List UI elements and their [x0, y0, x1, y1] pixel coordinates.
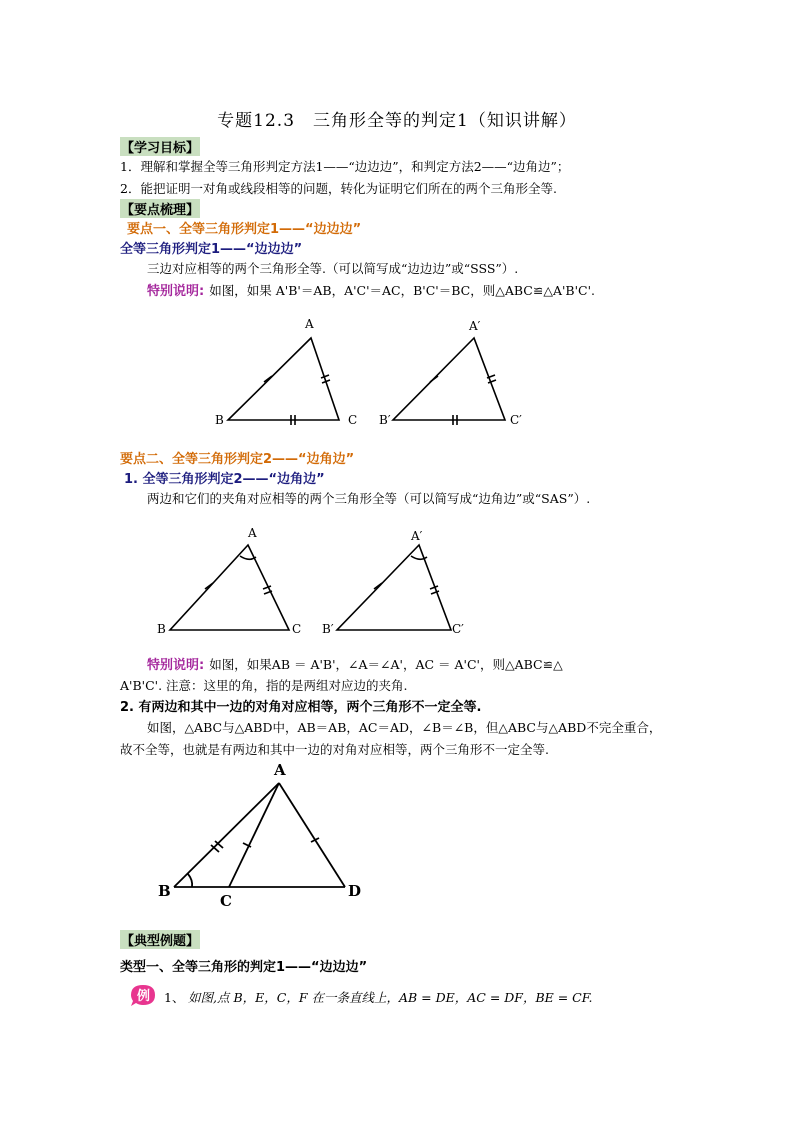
point1-subheading: 全等三角形判定1——“边边边”: [120, 242, 303, 257]
figure1-left-triangle: [228, 338, 339, 425]
example1-text: 如图,点 B，E，C，F 在一条直线上，AB = DE，AC = DF，BE = CF.: [188, 990, 593, 1005]
examples-tag: 【典型例题】: [120, 930, 200, 949]
point2-item2-heading: 2. 有两边和其中一边的对角对应相等，两个三角形不一定全等.: [120, 700, 482, 715]
fig1-label-A: A: [305, 317, 314, 331]
example1-number: 1、: [164, 990, 185, 1005]
fig2-label-C: C: [292, 622, 302, 636]
fig2-label-B: B: [157, 622, 166, 636]
fig1-label-C: C: [348, 413, 358, 427]
example-badge-icon: [128, 983, 158, 1007]
objective-item-2: 2．能把证明一对角或线段相等的问题，转化为证明它们所在的两个三角形全等.: [120, 181, 557, 196]
fig2-label-C-prime: C′: [452, 622, 464, 636]
figure1-right-triangle: [393, 338, 505, 425]
fig1-label-B-prime: B′: [379, 413, 391, 427]
figure3-triangles: [174, 783, 345, 887]
fig2-label-B-prime: B′: [322, 622, 334, 636]
point2-item1-heading: 1. 全等三角形判定2——“边角边”: [124, 472, 325, 487]
figure2-right-triangle: [337, 545, 451, 630]
point1-note-label: 特别说明:: [147, 284, 205, 299]
point2-note-text2: A'B'C'. 注意：这里的角，指的是两组对应边的夹角.: [120, 678, 408, 693]
fig3-label-B: B: [158, 882, 171, 900]
point1-heading: 要点一、全等三角形判定1——“边边边”: [127, 222, 362, 237]
point2-item1-text: 两边和它们的夹角对应相等的两个三角形全等（可以简写成“边角边”或“SAS”）.: [147, 491, 591, 506]
point2-note-label: 特别说明:: [147, 658, 205, 673]
point2-heading: 要点二、全等三角形判定2——“边角边”: [120, 452, 355, 467]
objective-item-1: 1．理解和掌握全等三角形判定方法1——“边边边”，和判定方法2——“边角边”；: [120, 159, 570, 174]
point2-note-text1: 如图，如果AB ＝ A'B'，∠A＝∠A'，AC ＝ A'C'，则△ABC≌△: [209, 657, 563, 672]
summary-tag: 【要点梳理】: [120, 199, 200, 218]
fig3-label-A: A: [274, 761, 286, 779]
objectives-tag: 【学习目标】: [120, 137, 200, 156]
type1-heading: 类型一、全等三角形的判定1——“边边边”: [120, 960, 368, 975]
point2-item2-text2: 故不全等，也就是有两边和其中一边的对角对应相等，两个三角形不一定全等.: [120, 742, 549, 757]
fig3-label-C: C: [220, 892, 232, 910]
point2-note: [147, 654, 563, 673]
page-title: 专题12.3 三角形全等的判定1（知识讲解）: [217, 111, 577, 131]
fig3-label-D: D: [348, 882, 362, 900]
point1-note-text: 如图，如果 A'B'＝AB，A'C'＝AC，B'C'＝BC，则△ABC≌△A'B'C'.: [209, 283, 595, 298]
fig2-label-A-prime: A′: [411, 529, 423, 543]
fig1-label-A-prime: A′: [469, 319, 481, 333]
fig1-label-B: B: [215, 413, 224, 427]
fig1-label-C-prime: C′: [510, 413, 522, 427]
point2-item2-text1: 如图，△ABC与△ABD中，AB＝AB，AC＝AD，∠B＝∠B，但△ABC与△ABD不完全重合，: [147, 720, 662, 735]
point1-text: 三边对应相等的两个三角形全等.（可以简写成“边边边”或“SSS”）.: [147, 261, 519, 276]
fig2-label-A: A: [248, 526, 257, 540]
figure2-left-triangle: [170, 545, 289, 630]
example-badge-label: 例: [137, 989, 151, 1004]
